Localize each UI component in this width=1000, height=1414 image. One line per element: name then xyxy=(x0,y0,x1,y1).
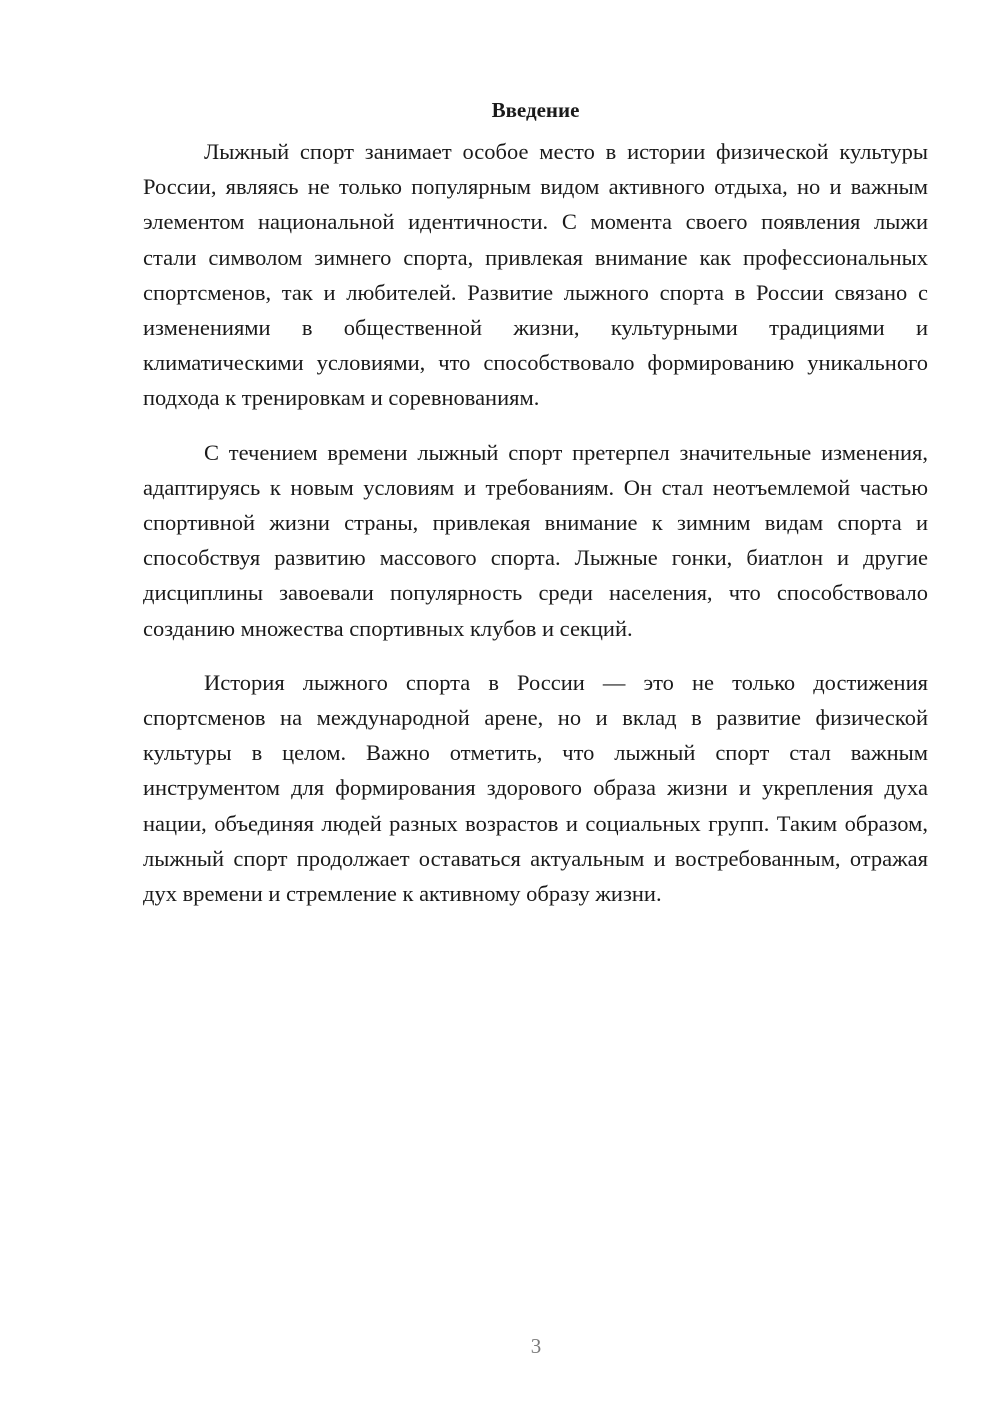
paragraph-1: Лыжный спорт занимает особое место в истории физической культуры России, являясь не только популярным видом активного отдыха, но и важным элементом национальной идентичности. С момента своего появления лыжи стали символом зимнего спорта, привлекая внимание как профессиональных спортсменов, так и любителей. Развитие лыжного спорта в России связано с изменениями в общественной жизни, культурными традициями и климатическими условиями, что способствовало формированию уникального подхода к тренировкам и соревнованиям. xyxy=(143,139,928,411)
section-heading: Введение xyxy=(491,98,580,122)
paragraph-2: С течением времени лыжный спорт претерпел значительные изменения, адаптируясь к новым условиям и требованиям. Он стал неотъемлемой частью спортивной жизни страны, привлекая внимание к зимним видам спорта и способствуя развитию массового спорта. Лыжные гонки, биатлон и другие дисциплины завоевали популярность среди населения, что способствовало созданию множества спортивных клубов и секций. xyxy=(143,439,928,641)
paragraph-3: История лыжного спорта в России — это не только достижения спортсменов на международной арене, но и вклад в развитие физической культуры в целом. Важно отметить, что лыжный спорт стал важным инструментом для формирования здорового образа жизни и укрепления духа нации, объединяя людей разных возрастов и социальных групп. Таким образом, лыжный спорт продолжает оставаться актуальным и востребованным, отражая дух времени и стремление к активному образу жизни. xyxy=(143,669,928,907)
page-number: 3 xyxy=(530,1334,542,1358)
document-body xyxy=(143,93,928,930)
